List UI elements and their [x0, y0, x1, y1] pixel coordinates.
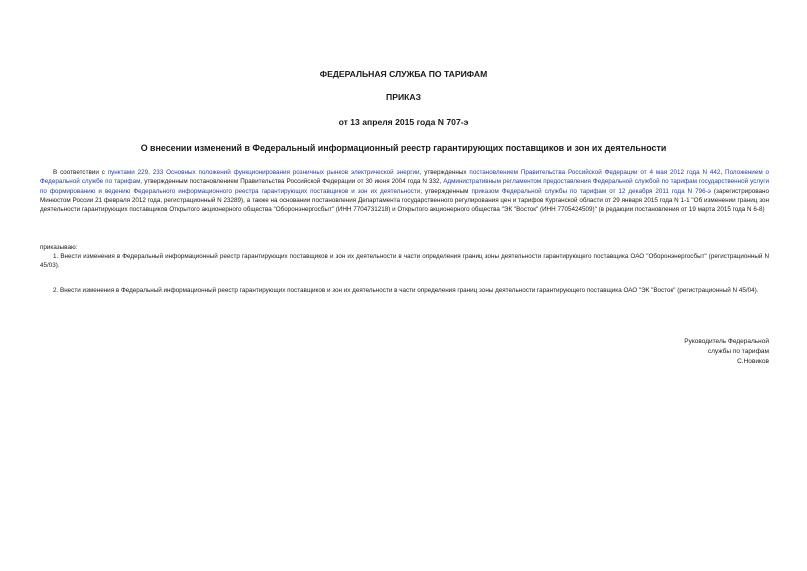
order-item-1: 1. Внести изменения в Федеральный информационный реестр гарантирующих поставщиков и зон их деятельности в части определения границ зоны деятельности гарантирующего поставщика ОАО "Оборонэнергосбыт" (регистрационный N 45/03).	[40, 253, 769, 270]
preamble-text-5: , утвержденным постановлением Правительства Российской Федерации от 30 июня 2004 года N 332,	[140, 178, 444, 186]
preamble-text-1: В соответствии с	[53, 169, 108, 176]
preamble-text-6: , утвержденным	[420, 187, 472, 195]
link-clause-233-basic-provisions[interactable]: 233 Основных положений функционирования розничных рынков электрической энергии	[152, 169, 420, 176]
link-fst-order-796[interactable]: приказом Федеральной службы по тарифам от 12 декабря 2011 года N 796-э	[471, 187, 711, 195]
preamble-text-3: , утвержденных	[419, 169, 470, 176]
preamble-paragraph	[40, 168, 769, 214]
preamble-text-2: ,	[148, 169, 153, 176]
document-date-heading: от 13 апреля 2015 года N 707-э	[338, 117, 469, 127]
organization-heading: ФЕДЕРАЛЬНАЯ СЛУЖБА ПО ТАРИФАМ	[319, 69, 488, 79]
order-item-2: 2. Внести изменения в Федеральный информационный реестр гарантирующих поставщиков и зон их деятельности в части определения границ зоны деятельности гарантирующего поставщика ОАО "ЭК "Восток" (регистрационный N 45/04).	[53, 287, 759, 294]
preamble-text-7: (зарегистрировано Минюстом России 21 февраля 2012 года, регистрационный N 23289), а также на основании постановления Департамента государственного регулирования цен и тарифов Курганской области от 29 января 2015 года N 1-1 "Об изменении границ зон деятельности гарантирующих поставщиков Открытого акционерного общества "Оборонэнергосбыт" (ИНН 7704731218) и Открытого акционерного общества "ЭК "Восток" (ИНН 7705424509)" (в редакции постановления от 19 марта 2015 года N 6-8)	[40, 187, 769, 214]
signature-position-line-1: Руководитель Федеральной	[684, 338, 769, 345]
link-administrative-regulation[interactable]: Административным регламентом предоставления Федеральной службой по тарифам государственной услуги по формированию и ведению Федерального информационного реестра гарантирующих поставщиков и зон их деятельности	[40, 178, 770, 195]
document-title: О внесении изменений в Федеральный информационный реестр гарантирующих поставщиков и зон их деятельности	[140, 143, 667, 153]
link-government-decree-442[interactable]: постановлением Правительства Российской Федерации от 4 мая 2012 года N 442	[469, 169, 721, 176]
document-type-heading: ПРИКАЗ	[386, 92, 421, 102]
link-clause-229[interactable]: пунктами 229	[107, 169, 149, 176]
preamble-text-4: ,	[720, 169, 726, 176]
signature-name: С.Новиков	[737, 358, 769, 365]
link-fst-regulation[interactable]: Положением о Федеральной службе по тарифам	[40, 169, 770, 186]
signature-position-line-2: службы по тарифам	[707, 348, 769, 355]
order-word: приказываю:	[40, 244, 78, 251]
